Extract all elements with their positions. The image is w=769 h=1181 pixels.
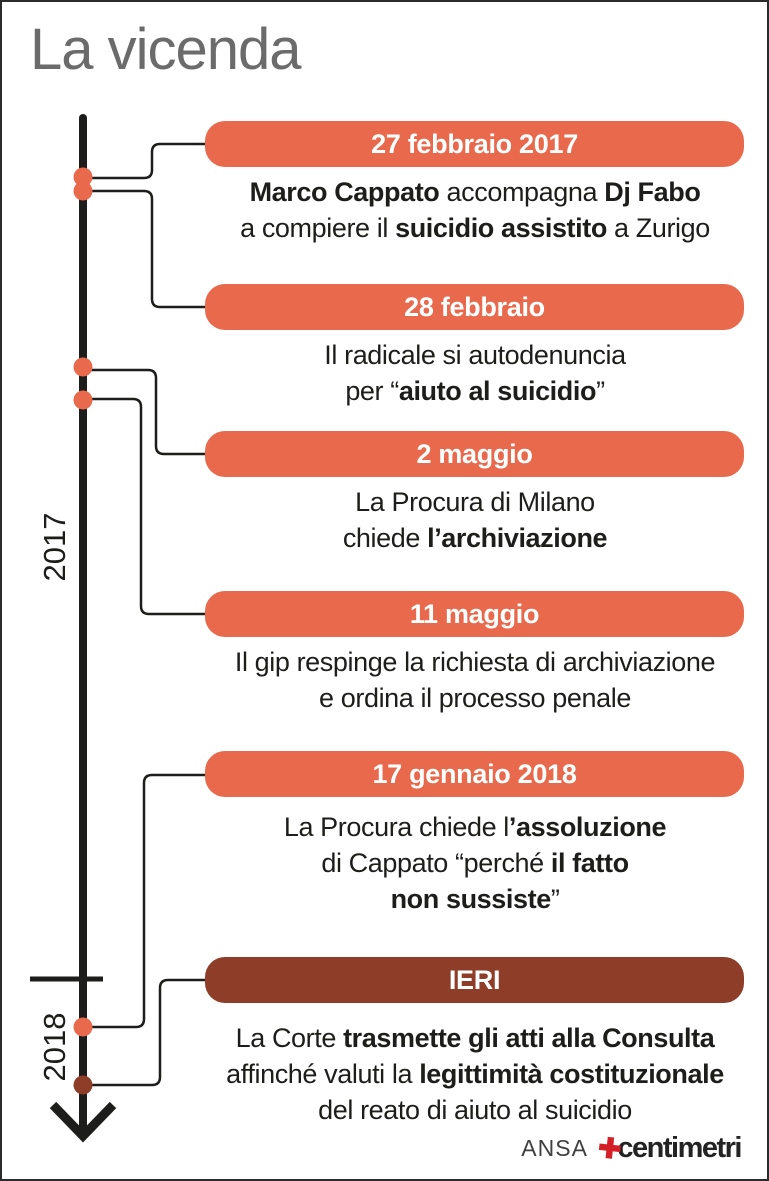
- event-description: [164, 337, 769, 409]
- event-text-line: La Procura di Milano: [355, 487, 595, 517]
- event-date-header: IERI: [205, 957, 744, 1003]
- timeline-dot: [74, 182, 93, 201]
- event-description: [164, 1020, 769, 1128]
- timeline-event: [205, 284, 744, 409]
- event-text-line: del reato di aiuto al suicidio: [318, 1095, 632, 1125]
- timeline-dot-dark: [74, 1076, 93, 1095]
- timeline-event: [205, 431, 744, 556]
- event-text-line: Il radicale si autodenuncia: [324, 340, 626, 370]
- event-date-header: 28 febbraio: [205, 284, 744, 330]
- event-date-header: 27 febbraio 2017: [205, 121, 744, 167]
- event-text-line: La Procura chiede l’assoluzione: [283, 812, 667, 842]
- event-date-header: 2 maggio: [205, 431, 744, 477]
- event-text-line: non sussiste”: [390, 884, 560, 914]
- timeline-dot: [74, 1018, 93, 1037]
- event-description: [164, 809, 769, 917]
- event-text-line: di Cappato “perché il fatto: [321, 848, 629, 878]
- ansa-logo: ANSA: [521, 1135, 588, 1161]
- event-text-line: e ordina il processo penale: [319, 683, 631, 713]
- timeline-event: [205, 751, 744, 917]
- timeline-dot: [74, 391, 93, 410]
- event-text-line: affinché valuti la legittimità costituzionale: [226, 1059, 724, 1089]
- year-label-2017: 2017: [37, 512, 72, 582]
- event-description: [164, 484, 769, 556]
- page-title: La vicenda: [30, 17, 301, 82]
- event-date-header: 17 gennaio 2018: [205, 751, 744, 797]
- event-text-line: Il gip respinge la richiesta di archiviazione: [234, 647, 716, 677]
- timeline-event: [205, 957, 744, 1128]
- event-description: [164, 644, 769, 716]
- year-label-2018: 2018: [37, 1012, 72, 1082]
- event-date-header: 11 maggio: [205, 591, 744, 637]
- event-text-line: chiede l’archiviazione: [342, 523, 608, 553]
- event-text-line: per “aiuto al suicidio”: [345, 376, 605, 406]
- timeline-dot: [74, 358, 93, 377]
- event-text-line: Marco Cappato accompagna Dj Fabo: [249, 177, 701, 207]
- event-text-line: a compiere il suicidio assistito a Zurigo: [240, 213, 710, 243]
- centimetri-plus-icon: ✚: [596, 1131, 623, 1166]
- connector-event-1: [83, 144, 206, 178]
- centimetri-logo: centimetri: [617, 1132, 741, 1164]
- event-text-line: La Corte trasmette gli atti alla Consulta: [235, 1023, 715, 1053]
- event-description: [164, 174, 769, 246]
- credits-logo: [521, 1132, 741, 1165]
- timeline-event: [205, 591, 744, 716]
- timeline-event: [205, 121, 744, 246]
